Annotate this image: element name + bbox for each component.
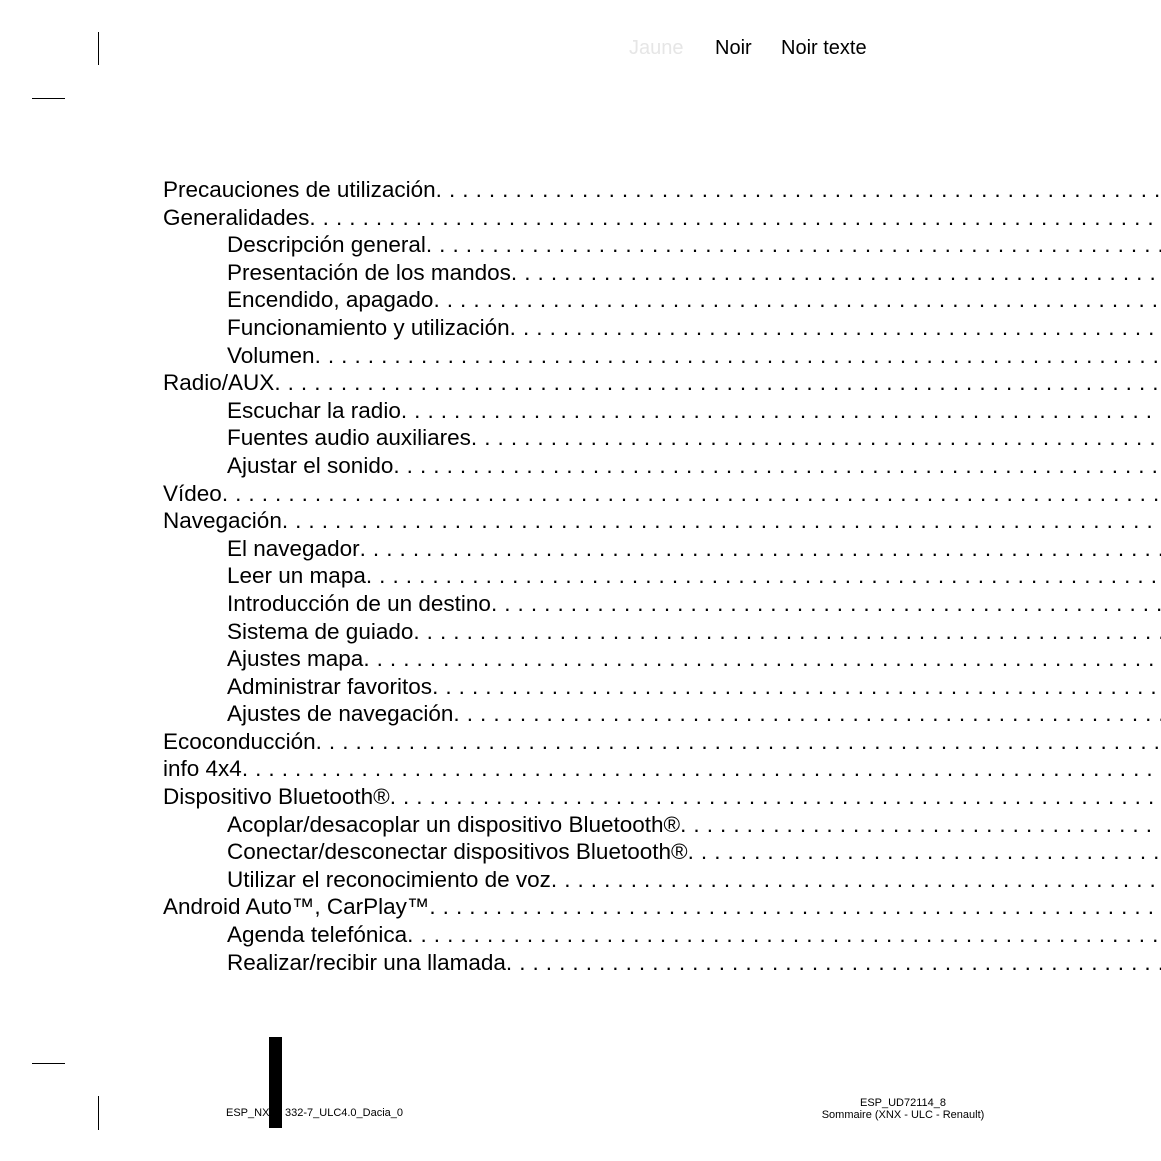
toc-entry[interactable]	[163, 921, 1161, 949]
dot-leader	[510, 314, 1161, 342]
toc-entry[interactable]	[163, 286, 1161, 314]
dot-leader	[429, 893, 1161, 921]
toc-entry[interactable]	[163, 424, 1161, 452]
dot-leader	[680, 811, 1161, 839]
dot-leader	[360, 535, 1161, 563]
toc-entry-title: Navegación	[163, 508, 282, 534]
dot-leader	[432, 673, 1161, 701]
toc-entry-title: Fuentes audio auxiliares	[227, 425, 471, 451]
toc-entry-title: Introducción de un destino	[227, 590, 491, 616]
crop-mark	[98, 1096, 99, 1130]
toc-entry-title: Agenda telefónica	[227, 922, 408, 948]
dot-leader	[390, 783, 1161, 811]
dot-leader	[688, 838, 1161, 866]
dot-leader	[274, 369, 1161, 397]
footer-left-a: ESP_NX	[226, 1107, 270, 1119]
dot-leader	[401, 397, 1161, 425]
toc-entry[interactable]	[163, 535, 1161, 563]
toc-entry-title: Volumen	[227, 342, 315, 368]
footer-left-b: 332-7_ULC4.0_Dacia_0	[285, 1107, 404, 1119]
toc-entry-title: info 4x4	[163, 756, 242, 782]
toc-entry-title: Funcionamiento y utilización	[227, 314, 510, 340]
dot-leader	[316, 728, 1161, 756]
toc-entry[interactable]	[163, 562, 1161, 590]
toc-entry[interactable]	[163, 755, 1161, 783]
dot-leader	[433, 286, 1161, 314]
toc-entry-title: Vídeo	[163, 480, 222, 506]
footer-doc-code: ESP_UD72114_8	[859, 1097, 947, 1109]
crop-mark	[32, 1063, 65, 1064]
toc-entry[interactable]	[163, 480, 1161, 508]
toc-entry[interactable]	[163, 342, 1161, 370]
crop-mark	[32, 98, 65, 99]
toc-entry[interactable]	[163, 893, 1161, 921]
toc-entry[interactable]	[163, 866, 1161, 894]
toc-entry-title: Ajustes de navegación	[227, 701, 454, 727]
color-label-noir-texte: Noir texte	[781, 37, 867, 59]
dot-leader	[426, 231, 1161, 259]
toc-entry-title: Sistema de guiado	[227, 618, 414, 644]
toc-entry-title: Presentación de los mandos	[227, 259, 511, 285]
dot-leader	[491, 590, 1161, 618]
toc-entry-title: Generalidades	[163, 204, 310, 230]
toc-entry[interactable]	[163, 176, 1161, 204]
toc-entry-title: Dispositivo Bluetooth®	[163, 784, 390, 810]
toc-entry[interactable]	[163, 838, 1161, 866]
toc-entry-title: Precauciones de utilización	[163, 177, 436, 202]
toc-entry[interactable]	[163, 700, 1161, 728]
footer-doc-title: Sommaire (XNX - ULC - Renault)	[821, 1109, 985, 1121]
toc-entry[interactable]	[163, 645, 1161, 673]
toc-entry[interactable]	[163, 369, 1161, 397]
toc-entry[interactable]	[163, 204, 1161, 232]
crop-mark	[98, 32, 99, 65]
toc-entry-title: Android Auto™, CarPlay™	[163, 894, 430, 920]
registration-bar	[269, 1037, 282, 1128]
toc-entry[interactable]	[163, 590, 1161, 618]
dot-leader	[282, 507, 1161, 535]
footer-right	[803, 1097, 1003, 1121]
toc-entry[interactable]	[163, 231, 1161, 259]
toc-entry[interactable]	[163, 397, 1161, 425]
dot-leader	[393, 452, 1161, 480]
toc-entry-title: Ajustes mapa	[227, 646, 364, 672]
toc-entry[interactable]	[163, 949, 1161, 977]
toc-entry-title: Escuchar la radio	[227, 397, 401, 423]
toc-entry-title: Realizar/recibir una llamada	[227, 949, 506, 975]
dot-leader	[407, 921, 1161, 949]
dot-leader	[366, 562, 1161, 590]
toc-entry[interactable]	[163, 259, 1161, 287]
dot-leader	[551, 866, 1161, 894]
toc-entry[interactable]	[163, 728, 1161, 756]
color-label-jaune: Jaune	[629, 37, 684, 59]
table-of-contents	[163, 176, 1161, 976]
toc-entry[interactable]	[163, 452, 1161, 480]
dot-leader	[413, 618, 1161, 646]
dot-leader	[315, 342, 1161, 370]
dot-leader	[453, 700, 1161, 728]
dot-leader	[309, 204, 1161, 232]
dot-leader	[436, 176, 1161, 204]
dot-leader	[511, 259, 1161, 287]
dot-leader	[222, 480, 1161, 508]
toc-entry-title: Administrar favoritos	[227, 673, 433, 699]
dot-leader	[363, 645, 1161, 673]
color-label-noir: Noir	[715, 37, 752, 59]
toc-entry-title: Conectar/desconectar dispositivos Bluetooth®	[227, 839, 688, 865]
toc-entry-title: Descripción general	[227, 232, 426, 258]
toc-entry[interactable]	[163, 314, 1161, 342]
dot-leader	[506, 949, 1161, 977]
toc-entry-title: Ecoconducción	[163, 728, 316, 754]
toc-entry[interactable]	[163, 811, 1161, 839]
toc-entry[interactable]	[163, 783, 1161, 811]
toc-entry[interactable]	[163, 618, 1161, 646]
toc-entry-title: El navegador	[227, 535, 360, 561]
toc-entry-title: Radio/AUX	[163, 370, 275, 396]
toc-entry-title: Leer un mapa	[227, 563, 366, 589]
dot-leader	[242, 755, 1161, 783]
toc-entry-title: Acoplar/desacoplar un dispositivo Bluetooth®	[227, 811, 681, 837]
toc-entry[interactable]	[163, 673, 1161, 701]
dot-leader	[471, 424, 1161, 452]
toc-entry-title: Utilizar el reconocimiento de voz	[227, 866, 551, 892]
toc-entry-title: Encendido, apagado	[227, 287, 434, 313]
toc-entry-title: Ajustar el sonido	[227, 452, 394, 478]
toc-entry[interactable]	[163, 507, 1161, 535]
